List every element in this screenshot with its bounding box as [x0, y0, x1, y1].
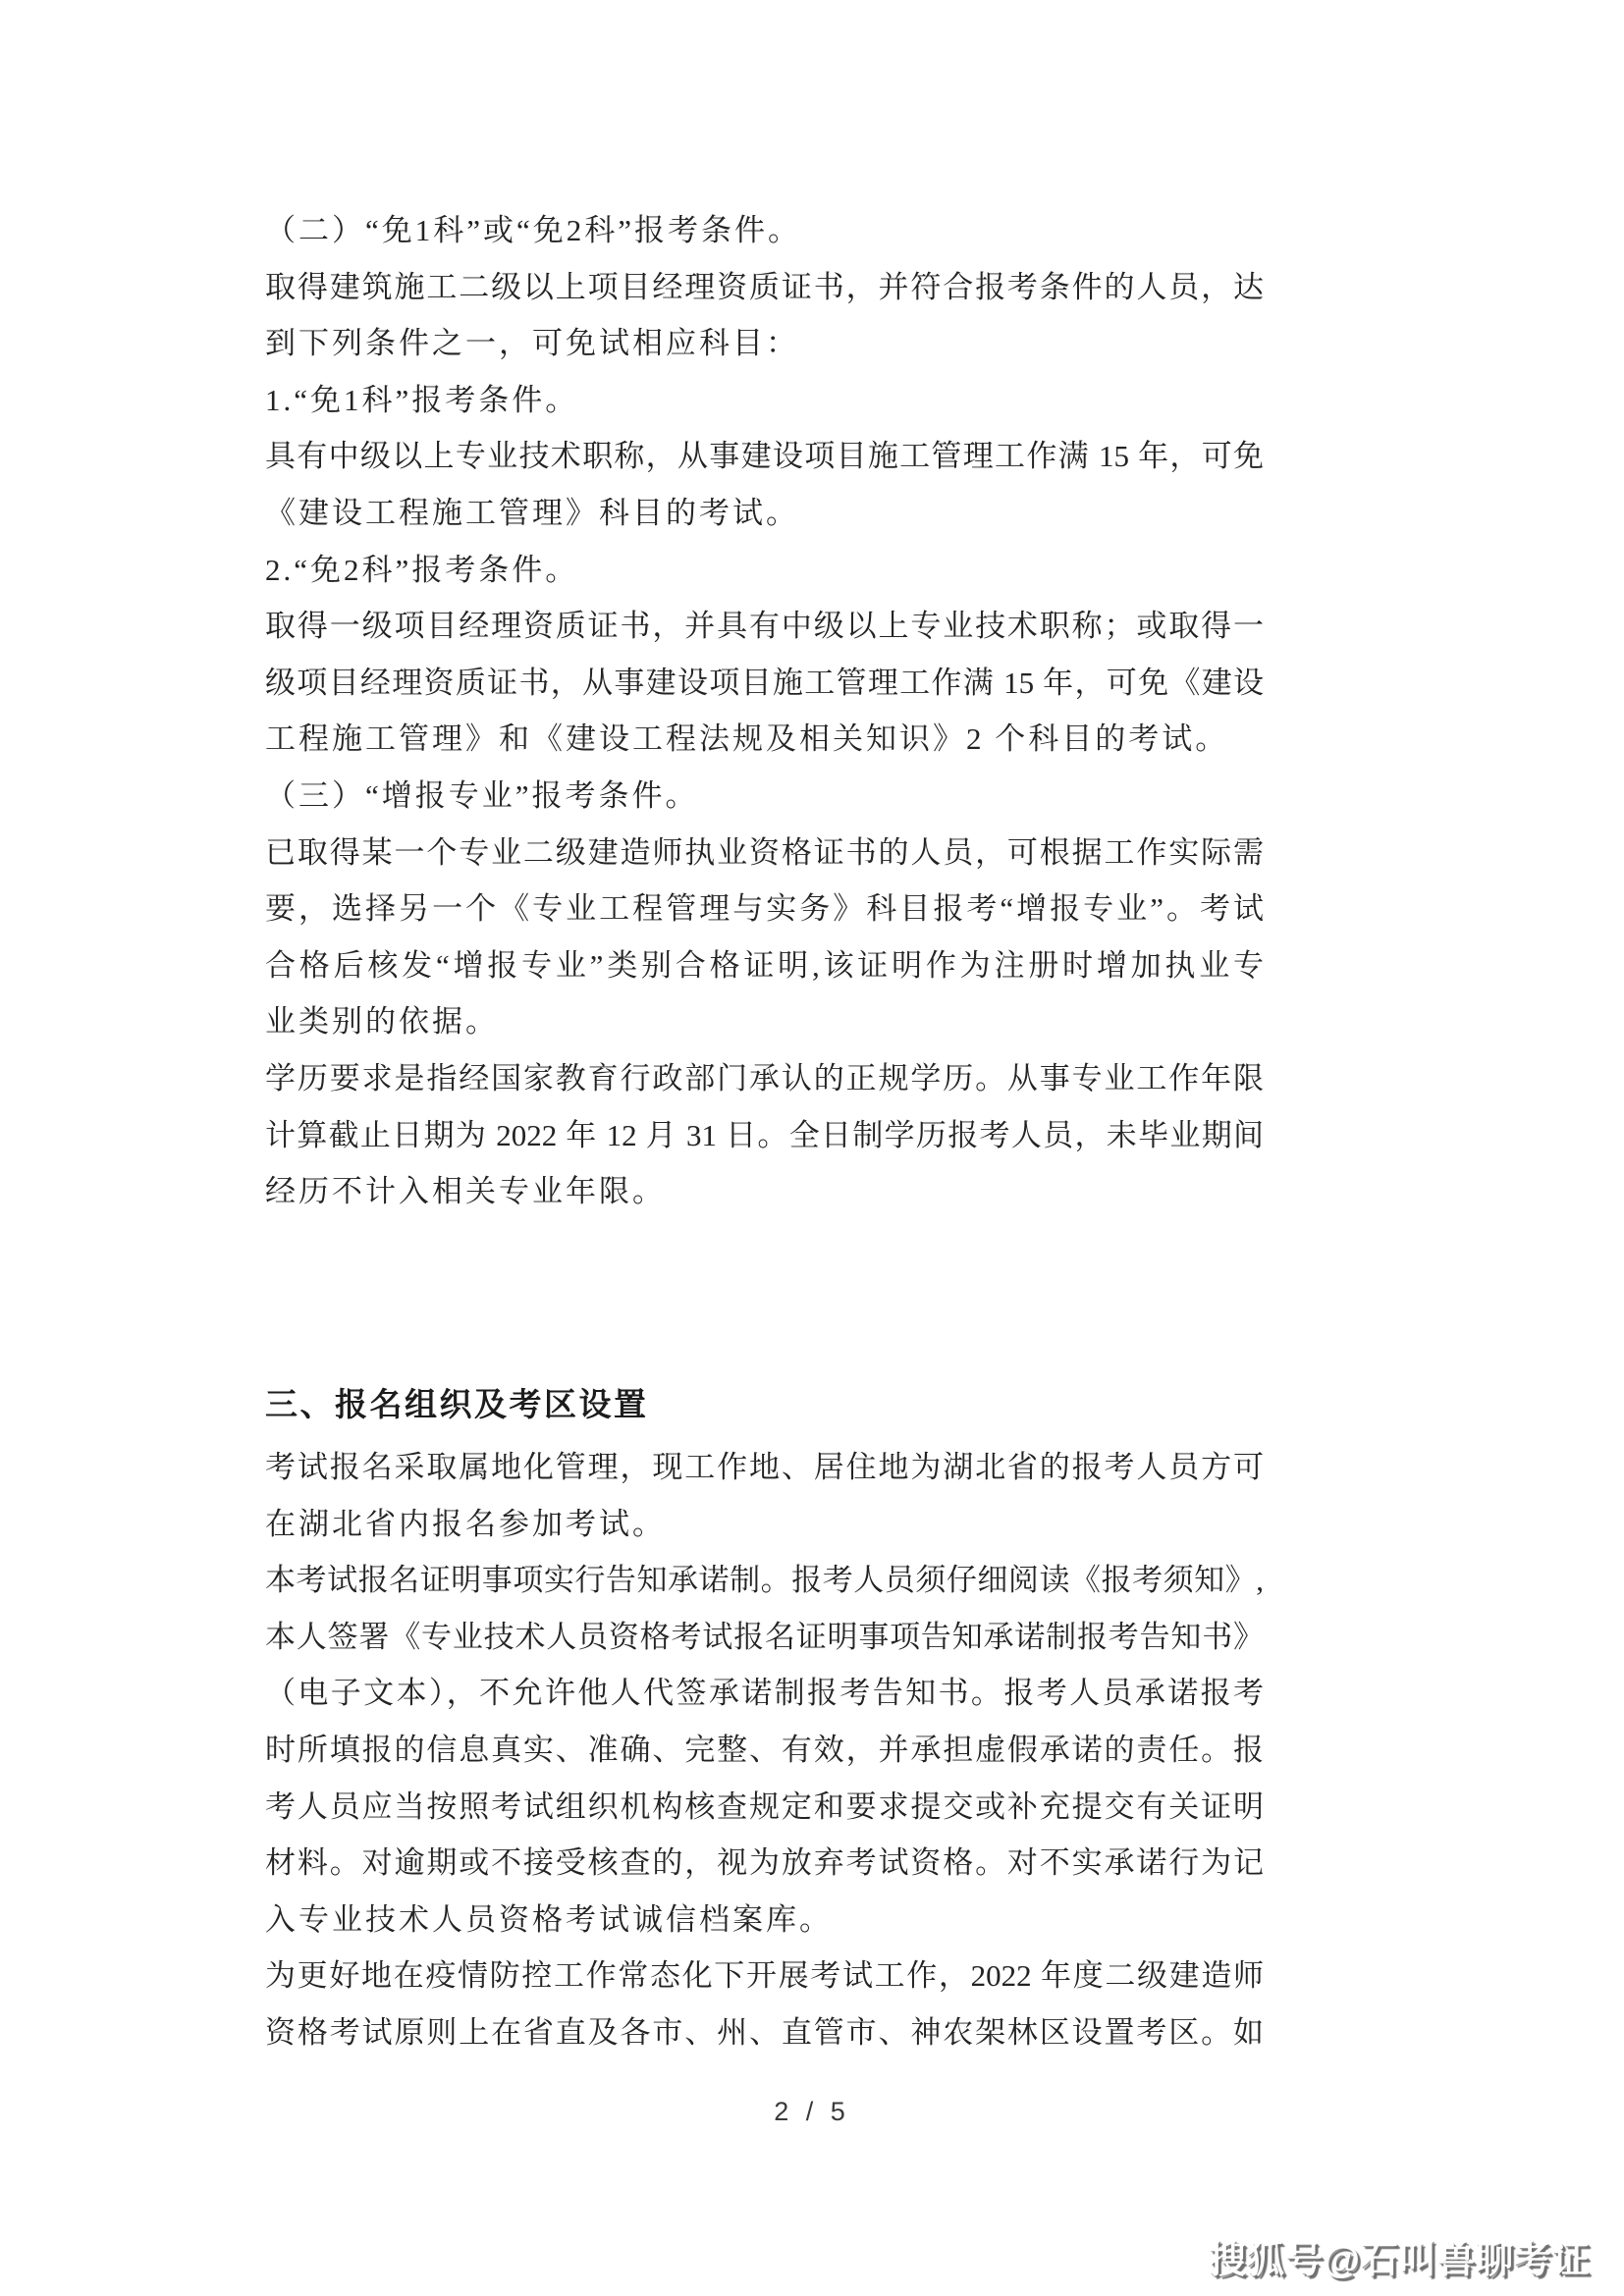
text-line: 考人员应当按照考试组织机构核查规定和要求提交或补充提交有关证明: [265, 1789, 1264, 1824]
text-line: 1.“免1科”报考条件。: [265, 382, 579, 417]
text-line: 工程施工管理》和《建设工程法规及相关知识》2 个科目的考试。: [265, 721, 1229, 757]
text-line: 业类别的依据。: [265, 1004, 499, 1040]
text-line: 入专业技术人员资格考试诚信档案库。: [265, 1901, 833, 1937]
text-line: 经历不计入相关专业年限。: [265, 1174, 666, 1209]
text-line: （二）“免1科”或“免2科”报考条件。: [265, 213, 802, 247]
section-3-paragraphs: [265, 1439, 1264, 2061]
text-line: 合格后核发“增报专业”类别合格证明,该证明作为注册时增加执业专: [265, 947, 1264, 983]
text-line: 学历要求是指经国家教育行政部门承认的正规学历。从事专业工作年限: [265, 1060, 1264, 1095]
text-line: 已取得某一个专业二级建造师执业资格证书的人员，可根据工作实际需: [265, 834, 1264, 870]
text-line: 2.“免2科”报考条件。: [265, 552, 579, 587]
text-line: 时所填报的信息真实、准确、完整、有效，并承担虚假承诺的责任。报: [265, 1732, 1264, 1767]
text-line: （电子文本），不允许他人代签承诺制报考告知书。报考人员承诺报考: [265, 1676, 1264, 1711]
text-line: 在湖北省内报名参加考试。: [265, 1506, 666, 1541]
text-line: 计算截止日期为 2022 年 12 月 31 日。全日制学历报考人员，未毕业期间: [265, 1117, 1264, 1152]
watermark: 搜狐号@石叫兽聊考证: [1208, 2240, 1591, 2281]
text-line: 《建设工程施工管理》科目的考试。: [265, 495, 799, 530]
text-line: （三）“增报专业”报考条件。: [265, 777, 699, 813]
page-number: 2 / 5: [774, 2097, 850, 2126]
text-line: 本人签署《专业技术人员资格考试报名证明事项告知承诺制报考告知书》: [265, 1619, 1264, 1654]
text-line: 要，选择另一个《专业工程管理与实务》科目报考“增报专业”。考试: [265, 891, 1264, 927]
text-line: 资格考试原则上在省直及各市、州、直管市、神农架林区设置考区。如: [265, 2014, 1264, 2050]
section-heading: 三、报名组织及考区设置: [265, 1386, 649, 1422]
text-line: 取得建筑施工二级以上项目经理资质证书，并符合报考条件的人员，达: [265, 269, 1264, 304]
text-line: 级项目经理资质证书，从事建设项目施工管理工作满 15 年，可免《建设: [265, 665, 1264, 700]
text-line: 考试报名采取属地化管理，现工作地、居住地为湖北省的报考人员方可: [265, 1450, 1264, 1484]
text-line: 到下列条件之一，可免试相应科目：: [265, 326, 799, 361]
text-line: 具有中级以上专业技术职称，从事建设项目施工管理工作满 15 年，可免: [265, 439, 1264, 474]
section-2-paragraphs: [265, 202, 1264, 1220]
text-line: 材料。对逾期或不接受核查的，视为放弃考试资格。对不实承诺行为记: [265, 1845, 1264, 1881]
text-line: 取得一级项目经理资质证书，并具有中级以上专业技术职称；或取得一: [265, 609, 1264, 644]
text-line: 为更好地在疫情防控工作常态化下开展考试工作，2022 年度二级建造师: [265, 1958, 1264, 1994]
text-line: 本考试报名证明事项实行告知承诺制。报考人员须仔细阅读《报考须知》,: [265, 1563, 1264, 1598]
